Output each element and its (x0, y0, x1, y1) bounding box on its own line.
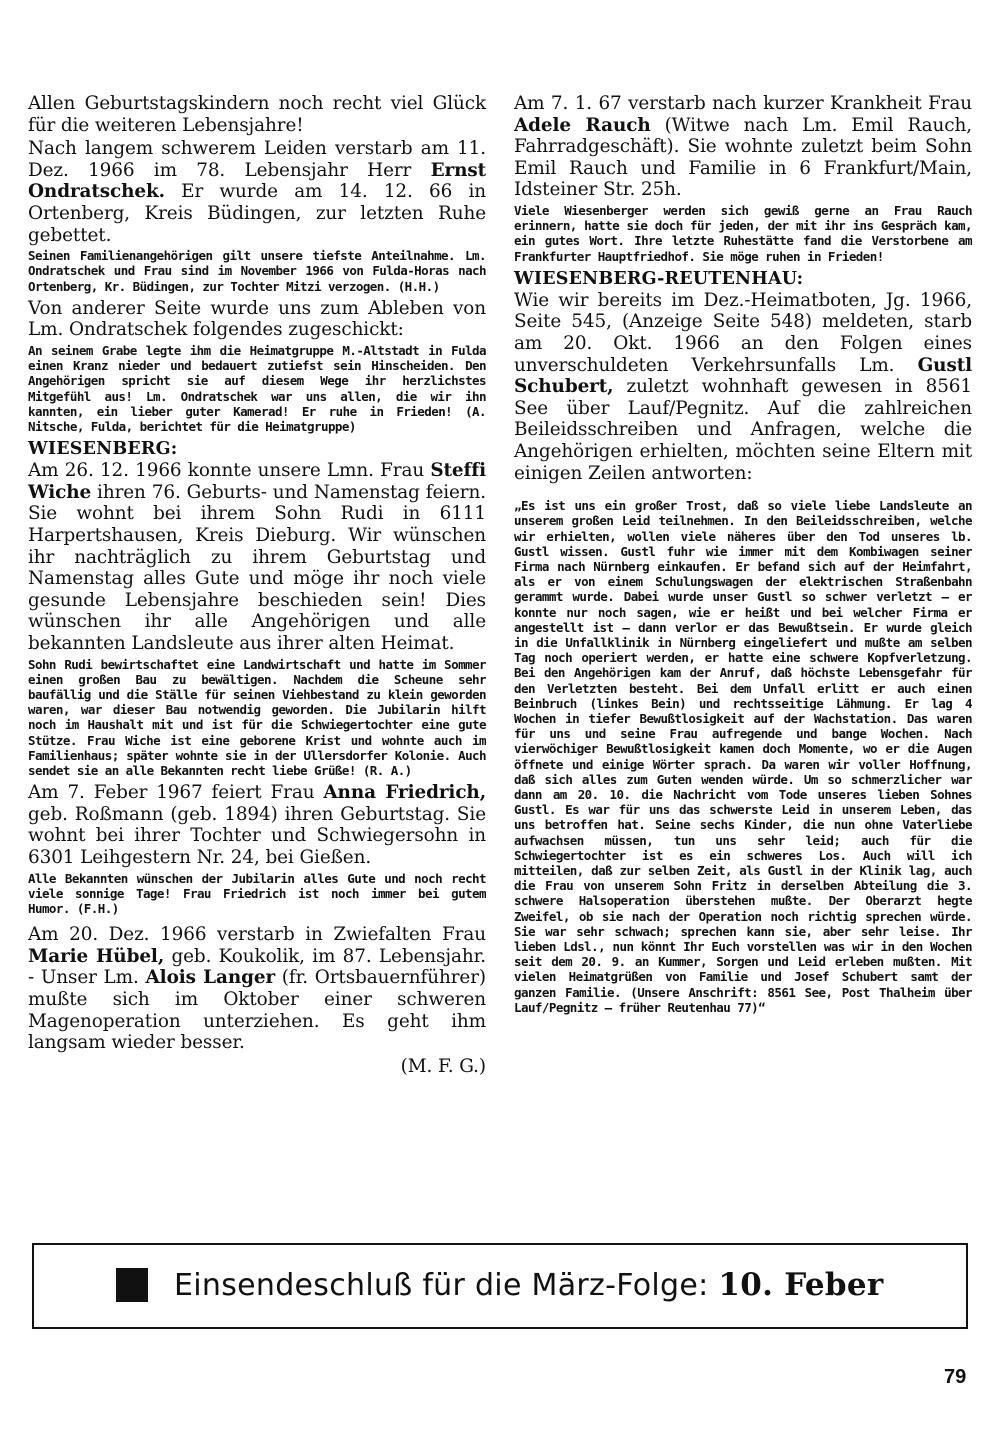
deadline-text: Einsendeschluß für die März-Folge: 10. Feber (174, 1267, 884, 1303)
name-highlight: Ernst Ondratschek. (28, 159, 486, 203)
birthday-friedrich: Am 7. Feber 1967 feiert Frau Anna Friedrich, geb. Roßmann (geb. 1894) ihren Geburtstag. Sie wohnt bei ihrer Tochter und Schwiegersohn in 6301 Leihgestern Nr. 24, bei Gießen. (28, 782, 486, 868)
name-highlight: Adele Rauch (514, 114, 651, 136)
obituary-ondratschek: Nach langem schwerem Leiden verstarb am 11. Dez. 1966 im 78. Lebensjahr Herr Ernst Ondratschek. Er wurde am 14. 12. 66 in Ortenberg, Kreis Büdingen, zur letzten Ruhe gebettet. (28, 138, 486, 246)
name-highlight: Alois Langer (145, 967, 276, 989)
right-column (514, 93, 972, 1019)
left-column (28, 93, 486, 1079)
deadline-date: 10. Feber (718, 1267, 884, 1303)
square-bullet-icon (116, 1268, 148, 1302)
name-highlight: Anna Friedrich, (323, 782, 486, 804)
obituary-huebel: Am 20. Dez. 1966 verstarb in Zwiefalten Frau Marie Hübel, geb. Koukolik, im 87. Lebensjahr. - Unser Lm. Alois Langer (fr. Ortsbauernführer) mußte sich im Oktober einer schweren Magenoperation unterziehen. Es geht ihm langsam wieder besser. (28, 924, 486, 1054)
birthday-wiche: Am 26. 12. 1966 konnte unsere Lmn. Frau Steffi Wiche ihren 76. Geburts- und Namenstag feiern. Sie wohnt bei ihrem Sohn Rudi in 6111 Harpertshausen, Kreis Dieburg. Wir wünschen ihr nachträglich zu ihrem Geburtstag und Namenstag alles Gute und möge ihr noch viele gesunde Lebensjahre beschieden sein! Dies wünschen ihr alle Angehörigen und alle bekannten Landsleute aus ihrer alten Heimat. (28, 460, 486, 654)
paragraph: Allen Geburtstagskindern noch recht viel Glück für die weiteren Lebensjahre! (28, 93, 486, 136)
small-note: Sohn Rudi bewirtschaftet eine Landwirtschaft und hatte im Sommer einen großen Bau zu bewältigen. Nachdem die Scheune sehr baufällig und die Ställe für seinen Viehbestand zu klein geworden waren, war dieser Bau notwendig geworden. Die Jubilarin hilft noch im Haushalt mit und ist für die Schwiegertochter eine gute Stütze. Frau Wiche ist eine geborene Krist und wohnte auch im Familienhaus; später wohnte sie in der Ullersdorfer Kolonie. Auch sendet sie an alle Bekannten recht liebe Grüße! (R. A.) (28, 656, 486, 778)
paragraph: Von anderer Seite wurde uns zum Ableben von Lm. Ondratschek folgendes zugeschickt: (28, 297, 486, 341)
obituary-schubert: Wie wir bereits im Dez.-Heimatboten, Jg. 1966, Seite 545, (Anzeige Seite 548) meldeten, starb am 20. Okt. 1966 an den Folgen eines unverschuldeten Verkehrsunfalls Lm. Gustl Schubert, zuletzt wohnhaft gewesen in 8561 See über Lauf/Pegnitz. Auf die zahlreichen Beileidsschreiben und Anfragen, welche die Angehörigen erhielten, möchten seine Eltern mit einigen Zeilen antworten: (514, 289, 972, 484)
name-highlight: Gustl Schubert, (514, 354, 972, 398)
obituary-rauch: Am 7. 1. 67 verstarb nach kurzer Krankheit Frau Adele Rauch (Witwe nach Lm. Emil Rauch, Fahrradgeschäft). Sie wohnte zuletzt beim Sohn Emil Rauch und Familie in 6 Frankfurt/Main, Idsteiner Str. 25h. (514, 93, 972, 201)
small-note: An seinem Grabe legte ihm die Heimatgruppe M.-Altstadt in Fulda einen Kranz nieder und bedauert zutiefst sein Hinscheiden. Den Angehörigen spricht sie auf diesem Wege ihr herzlichstes Mitgefühl aus! Lm. Ondratschek war uns allen, die wir ihn kannten, ein lieber guter Kamerad! Er ruhe in Frieden! (A. Nitsche, Fulda, berichtet für die Heimatgruppe) (28, 342, 486, 434)
section-heading-reutenhau: WIESENBERG-REUTENHAU: (514, 268, 804, 289)
small-note: Alle Bekannten wünschen der Jubilarin alles Gute und noch recht viele sonnige Tage! Frau Friedrich ist noch immer bei gutem Humor. (F.H.) (28, 870, 486, 916)
letter-from-parents: „Es ist uns ein großer Trost, daß so viele liebe Landsleute an unserem großen Leid teilnehmen. In den Beileidsschreiben, welche wir erhielten, wollen viele näheres über den Tod unseres lb. Gustl wissen. Gustl fuhr wie immer mit dem Kombiwagen seiner Firma nach Nürnberg einkaufen. Er befand sich auf der Heimfahrt, als er von einem Schulungswagen der elektrischen Straßenbahn gerammt wurde. Dabei wurde unser Gustl so schwer verletzt — er konnte nur noch sagen, wie er heißt und bei welcher Firma er angestellt ist — dann verlor er das Bewußtsein. Er wurde gleich in die Unfallklinik in Nürnberg eingeliefert und mußte am selben Tag noch operiert werden, er hatte eine schwere Kopfverletzung. Bei den Angehörigen kam der Anruf, daß höchste Lebensgefahr für den Verletzten besteht. Bei dem Unfall erlitt er auch einen Beinbruch (linkes Bein) und rechtsseitige Lähmung. Er lag 4 Wochen in tiefer Bewußtlosigkeit auf der Wachstation. Das waren für uns und seine Frau aufregende und bange Wochen. Nach vierwöchiger Bewußtlosigkeit kamen doch Momente, wo er die Augen öffnete und einige Wörter sprach. Da waren wir voller Hoffnung, daß sich alles zum Guten wenden würde. Um so schmerzlicher war dann am 20. 10. die Nachricht vom Tode unseres lieben Sohnes Gustl. Es war für uns das schwerste Leid in unserem Leben, das uns betroffen hat. Seine sechs Kinder, die nun ohne Vaterliebe aufwachsen müssen, tun uns sehr leid; auch für die Schwiegertochter ist es ein schweres Los. Auch will ich mitteilen, daß zur selben Zeit, als Gustl in der Klinik lag, auch die Frau von unserem Sohn Fritz in derselben Abteilung die 3. schwere Halsoperation überstehen mußte. Der Oberarzt hegte Zweifel, ob sie nach der Operation noch richtig sprechen würde. Sie war sehr schwach; sprechen kann sie, aber sehr leise. Ihr lieben Ldsl., nun könnt Ihr Euch vorstellen was wir in den Wochen seit dem 20. 9. an Kummer, Sorgen und Leid erleben mußten. Mit vielen Heimatgrüßen von Familie und Josef Schubert samt der ganzen Familie. (Unsere Anschrift: 8561 See, Post Thalheim über Lauf/Pegnitz — früher Reutenhau 77)“ (514, 498, 972, 1015)
small-note: Viele Wiesenberger werden sich gewiß gerne an Frau Rauch erinnern, hatte sie doch für jeden, der mit ihr ins Gespräch kam, ein gutes Wort. Ihre letzte Ruhestätte fand die Verstorbene am Frankfurter Hauptfriedhof. Sie möge ruhen in Frieden! (514, 202, 972, 264)
section-heading-wiesenberg: WIESENBERG: (28, 439, 178, 460)
deadline-banner (32, 1243, 968, 1329)
name-highlight: Marie Hübel, (28, 945, 165, 967)
name-highlight: Steffi Wiche (28, 460, 486, 503)
signature: (M. F. G.) (400, 1055, 486, 1077)
small-note: Seinen Familienangehörigen gilt unsere tiefste Anteilnahme. Lm. Ondratschek und Frau sind im November 1966 von Fulda-Horas nach Ortenberg, Kr. Büdingen, zur Tochter Mitzi verzogen. (H.H.) (28, 248, 486, 294)
page-number: 79 (944, 1366, 967, 1388)
